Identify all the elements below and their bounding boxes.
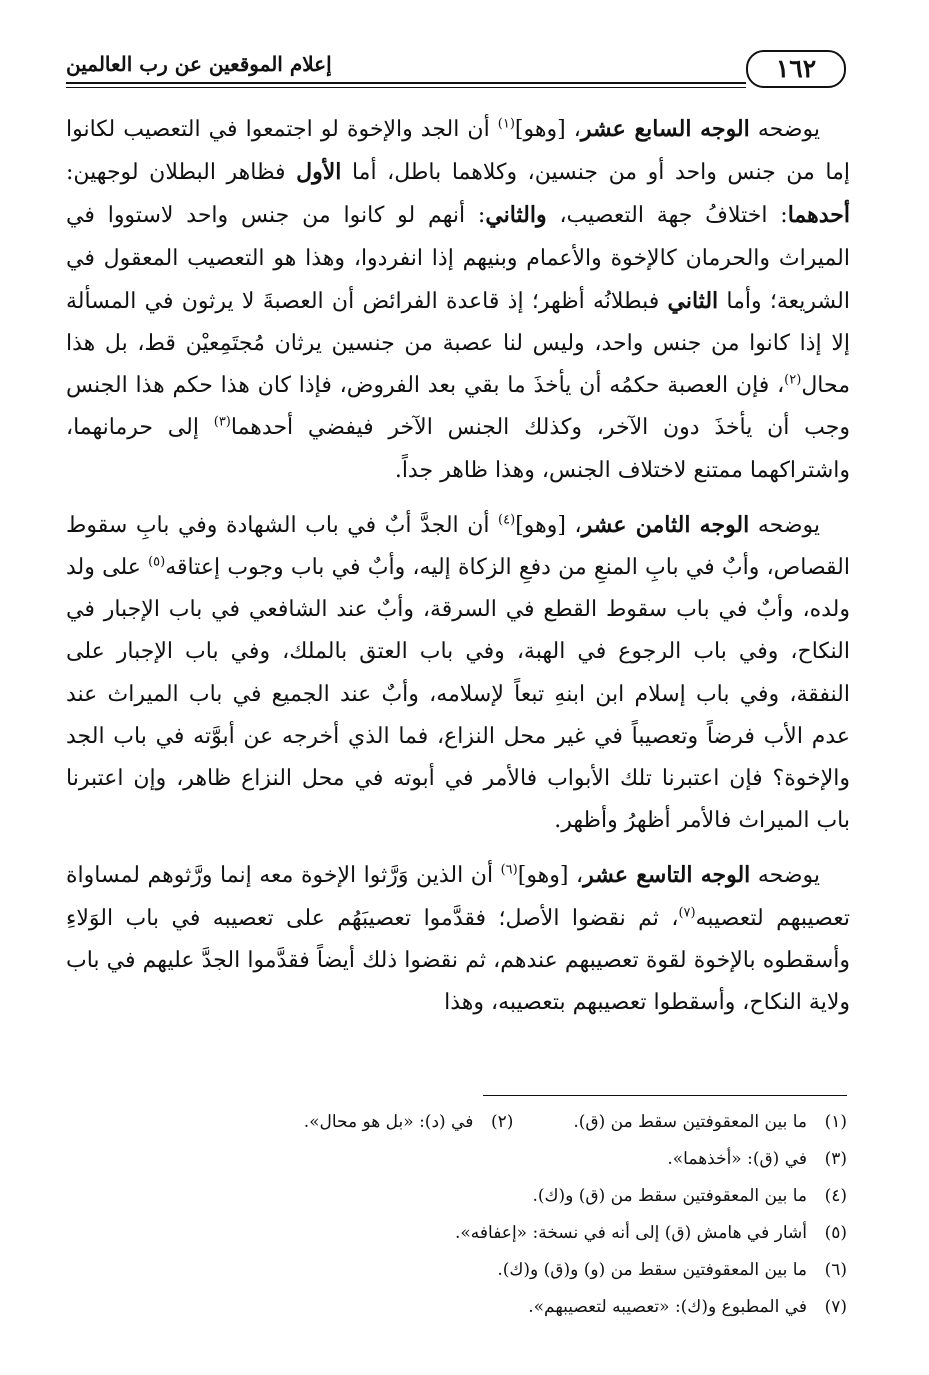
text-run: ، فإن العصبة حكمُه أن يأخذَ ما بقي بعد الفروض، فإذا كان هذا حكم هذا الجنس وجب أن يأخذَ دون الآخر، وكذلك الجنس الآخر فيفضي أحدهما — [66, 373, 850, 441]
footnote-line — [77, 1141, 847, 1178]
footnote-ref: (١) — [497, 116, 515, 132]
text-run: ، [وهو] — [514, 117, 581, 142]
paragraph — [66, 504, 850, 843]
header-rule-thin — [66, 87, 746, 88]
text-run: أن الجدَّ أبٌ في باب الشهادة وفي بابِ سقوط القصاص، وأبٌ في بابِ المنعِ من دفعِ الزكاة إليه، وأبٌ في باب وجوب إعتاقه — [66, 512, 850, 581]
footnote-number: (٣) — [824, 1149, 847, 1169]
footnote-text: ما بين المعقوفتين سقط من (ق). — [573, 1112, 807, 1132]
text-run: ، [وهو] — [515, 512, 582, 538]
text-run: إلى حرمانهما، واشتراكهما ممتنع لاختلاف الجنس، وهذا ظاهر جداً. — [66, 415, 850, 483]
bold-heading: أحدهما — [787, 202, 850, 229]
page-number: ١٦٢ — [746, 50, 846, 88]
footnote-line — [77, 1215, 847, 1252]
footnote-number: (٤) — [824, 1186, 847, 1206]
text-run: ، [وهو] — [517, 863, 584, 889]
text-run: أن الذين وَرَّثوا الإخوة معه إنما ورَّثوهم لمساواة تعصيبهم لتعصيبه — [66, 863, 850, 931]
paragraph — [66, 854, 850, 1024]
footnote-line — [77, 1104, 847, 1141]
bold-heading: الوجه التاسع عشر — [583, 862, 751, 889]
footnote-line — [77, 1252, 847, 1289]
footnote-line — [77, 1178, 847, 1215]
footnote-number: (٧) — [824, 1297, 847, 1317]
text-run: يوضحه — [749, 117, 820, 142]
text-run: فبطلانُه أظهر؛ إذ قاعدة الفرائض أن العصبةَ لا يرثون في المسألة إلا إذا كانوا من جنس واحد، وليس لنا عصبة من جنسين يرثان مُجتَمِعيْن قط، بل هذا محال — [66, 288, 850, 399]
footnote-ref: (٦) — [500, 863, 518, 879]
footnote-text: أشار في هامش (ق) إلى أنه في نسخة: «إعفافه». — [454, 1223, 807, 1243]
footnote-text: ما بين المعقوفتين سقط من (ق) و(ك). — [532, 1186, 807, 1206]
main-text — [66, 108, 850, 1036]
page-header — [66, 44, 850, 96]
text-run: فظاهر البطلان لوجهين: — [66, 160, 297, 186]
footnote-number: (٦) — [824, 1260, 847, 1280]
text-run: : اختلافُ جهة التعصيب، — [546, 203, 788, 229]
footnote-number: (٢) — [490, 1112, 514, 1132]
text-run: أن الجد والإخوة لو اجتمعوا في التعصيب لكانوا إما من جنس واحد أو من جنسين، وكلاهما باطل، أما — [66, 117, 850, 186]
bold-heading: الوجه السابع عشر — [580, 116, 750, 142]
footnote-ref: (٥) — [148, 554, 166, 570]
text-run: ، ثم نقضوا الأصل؛ فقدَّموا تعصيبَهُم على تعصيبه في باب الوَلاءِ وأسقطوه بالإخوة لقوة تعصيبهم عندهم، ثم نقضوا ذلك أيضاً فقدَّموا الجدَّ عليهم في باب ولاية النكاح، وأسقطوا تعصيبهم بتعصيبه، وهذا — [66, 905, 850, 1016]
book-title: إعلام الموقعين عن رب العالمين — [66, 52, 332, 76]
bold-heading: الثاني — [667, 287, 719, 314]
footnote-ref: (٣) — [213, 415, 231, 431]
header-rule — [66, 82, 746, 84]
footnote-text: في (د): «بل هو محال». — [303, 1112, 474, 1132]
footnote-ref: (٢) — [784, 372, 802, 388]
footnote-text: ما بين المعقوفتين سقط من (و) و(ق) و(ك). — [497, 1260, 807, 1280]
footnote-line — [77, 1289, 847, 1326]
text-run: يوضحه — [750, 863, 820, 889]
text-run: على ولد ولده، وأبٌ في باب سقوط القطع في السرقة، وأبٌ عند الشافعي في باب الإجبار في النكاح، وفي باب الرجوع في الهبة، وفي باب العتق بالملك، وفي باب الإجبار على النفقة، وفي باب إسلام ابن ابنهِ تبعاً لإسلامه، وأبٌ عند الجميع في باب الميراث عند عدم الأب فرضاً وتعصيباً في غير محل النزاع، فما الذي أخرجه عن أبوَّته في باب الجد والإخوة؟ فإن اعتبرنا تلك الأبواب فالأمر في أبوته في محل النزاع ظاهر، وإن اعتبرنا باب الميراث فالأمر أظهرُ وأظهر. — [66, 555, 850, 834]
bold-heading: الأول — [296, 159, 342, 186]
footnote-text: في (ق): «أخذهما». — [667, 1149, 807, 1169]
bold-heading: الوجه الثامن عشر — [581, 511, 750, 538]
footnote-number: (٥) — [824, 1223, 847, 1243]
footnote-separator — [483, 1095, 847, 1096]
text-run: : أنهم لو كانوا من جنس واحد لاستووا في الميراث والحرمان كالإخوة والأعمام وبنيهم إذا انفردوا، وهذا هو التعصيب المعقول في الشريعة؛ وأما — [66, 203, 850, 314]
footnote-ref: (٧) — [678, 905, 696, 921]
paragraph — [66, 108, 850, 492]
bold-heading: والثاني — [485, 202, 547, 229]
footnotes — [77, 1104, 847, 1326]
footnote-text: في المطبوع و(ك): «تعصيبه لتعصيبهم». — [528, 1297, 807, 1317]
footnote-ref: (٤) — [498, 512, 516, 528]
footnote-number: (١) — [824, 1112, 847, 1132]
text-run: يوضحه — [749, 512, 820, 538]
